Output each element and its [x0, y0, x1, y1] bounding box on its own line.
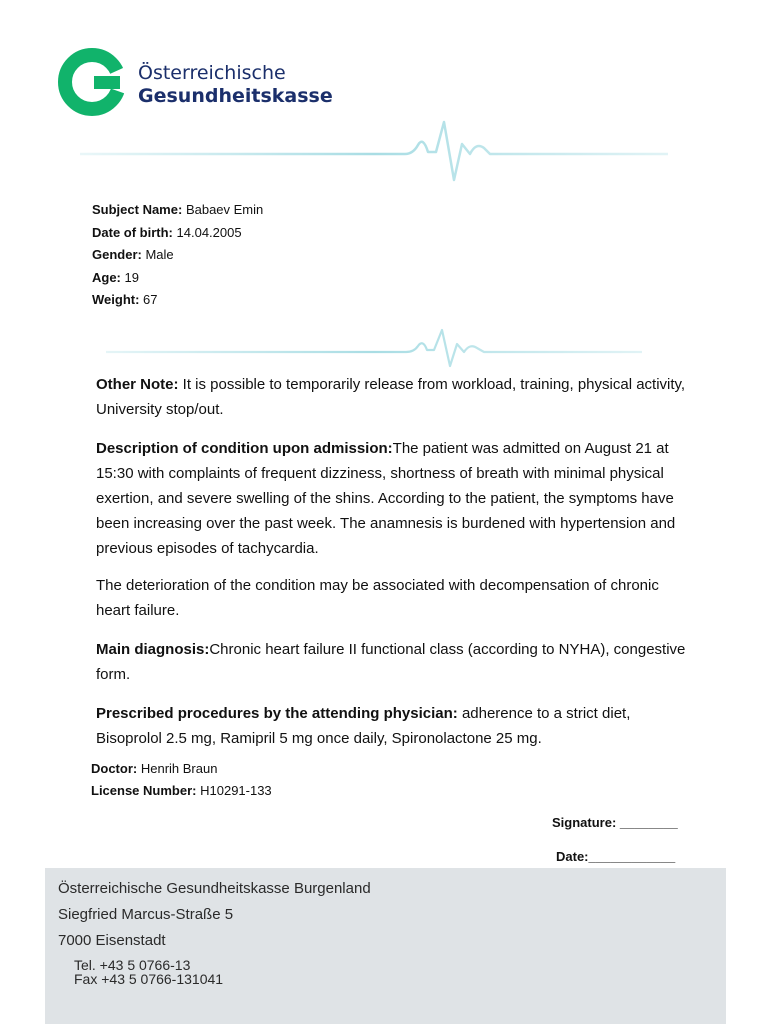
ekg-line-top — [80, 114, 668, 186]
date-blank: ____________ — [588, 849, 676, 864]
footer-contact — [74, 958, 223, 986]
prescribed-procedures — [96, 701, 696, 751]
deterioration-text: The deterioration of the condition may be associated with decompensation of chronic heart failure. — [96, 577, 659, 619]
dob-label: Date of birth: — [92, 224, 173, 240]
doctor-value: Henrih Braun — [140, 761, 218, 776]
age-label: Age: — [92, 269, 121, 285]
gender-value: Male — [145, 247, 174, 262]
admission-description — [96, 436, 696, 561]
medical-notes — [96, 372, 696, 765]
subject-name-value: Babaev Emin — [185, 202, 264, 217]
diagnosis-label: Main diagnosis: — [96, 641, 210, 658]
footer-address — [45, 868, 726, 1024]
procedures-label: Prescribed procedures by the attending physician: — [96, 705, 458, 722]
subject-info — [92, 199, 263, 312]
admission-label: Description of condition upon admission: — [96, 440, 393, 457]
procedures-text: adherence to a strict diet, Bisoprolol 2.5 mg, Ramipril 5 mg once daily, Spironolactone 25 mg. — [96, 705, 631, 747]
subject-name-row — [92, 199, 263, 222]
dob-value: 14.04.2005 — [176, 224, 242, 240]
weight-value: 67 — [143, 292, 158, 307]
footer-org: Österreichische Gesundheitskasse Burgenland — [58, 880, 371, 897]
footer-tel: Tel. +43 5 0766-13 — [74, 957, 191, 973]
weight-label: Weight: — [92, 292, 140, 307]
age-row — [92, 267, 263, 290]
footer-fax: Fax +43 5 0766-131041 — [74, 971, 224, 987]
footer-city: 7000 Eisenstadt — [58, 932, 166, 949]
license-row — [91, 780, 272, 802]
date-field — [556, 849, 675, 864]
signature-blank: ________ — [619, 815, 678, 830]
diagnosis-text: Chronic heart failure II functional class (according to NYHA), congestive form. — [96, 641, 686, 683]
dob-row — [92, 222, 263, 245]
ogk-logo-icon — [56, 46, 128, 118]
subject-name-label: Subject Name: — [92, 202, 183, 217]
logo-wordmark — [138, 62, 333, 108]
logo-line-2: Gesundheitskasse — [138, 85, 333, 107]
signature-field — [552, 815, 678, 830]
signature-label: Signature: — [552, 815, 617, 830]
license-label: License Number: — [91, 783, 197, 798]
logo-line-1: Österreichische — [138, 62, 286, 84]
deterioration-note — [96, 573, 696, 623]
admission-text: The patient was admitted on August 21 at 15:30 with complaints of frequent dizziness, shortness of breath with minimal physical exertion, and severe swelling of the shins. According to the patient, the symptoms have been increasing over the past week. The anamnesis is burdened with hypertension and previous episodes of tachycardia. — [96, 440, 676, 557]
footer-street: Siegfried Marcus-Straße 5 — [58, 906, 234, 923]
main-diagnosis — [96, 637, 696, 687]
gender-row — [92, 244, 263, 267]
other-note-text: It is possible to temporarily release from workload, training, physical activity, University stop/out. — [96, 376, 686, 418]
other-note-label: Other Note: — [96, 376, 179, 393]
doctor-row — [91, 758, 272, 780]
other-note — [96, 372, 696, 422]
date-label: Date: — [556, 849, 589, 864]
ekg-line-middle — [106, 326, 642, 370]
gender-label: Gender: — [92, 247, 142, 262]
age-value: 19 — [124, 269, 139, 285]
license-value: H10291-133 — [200, 783, 272, 798]
doctor-label: Doctor: — [91, 761, 138, 776]
doctor-info — [91, 758, 272, 802]
weight-row — [92, 289, 263, 312]
